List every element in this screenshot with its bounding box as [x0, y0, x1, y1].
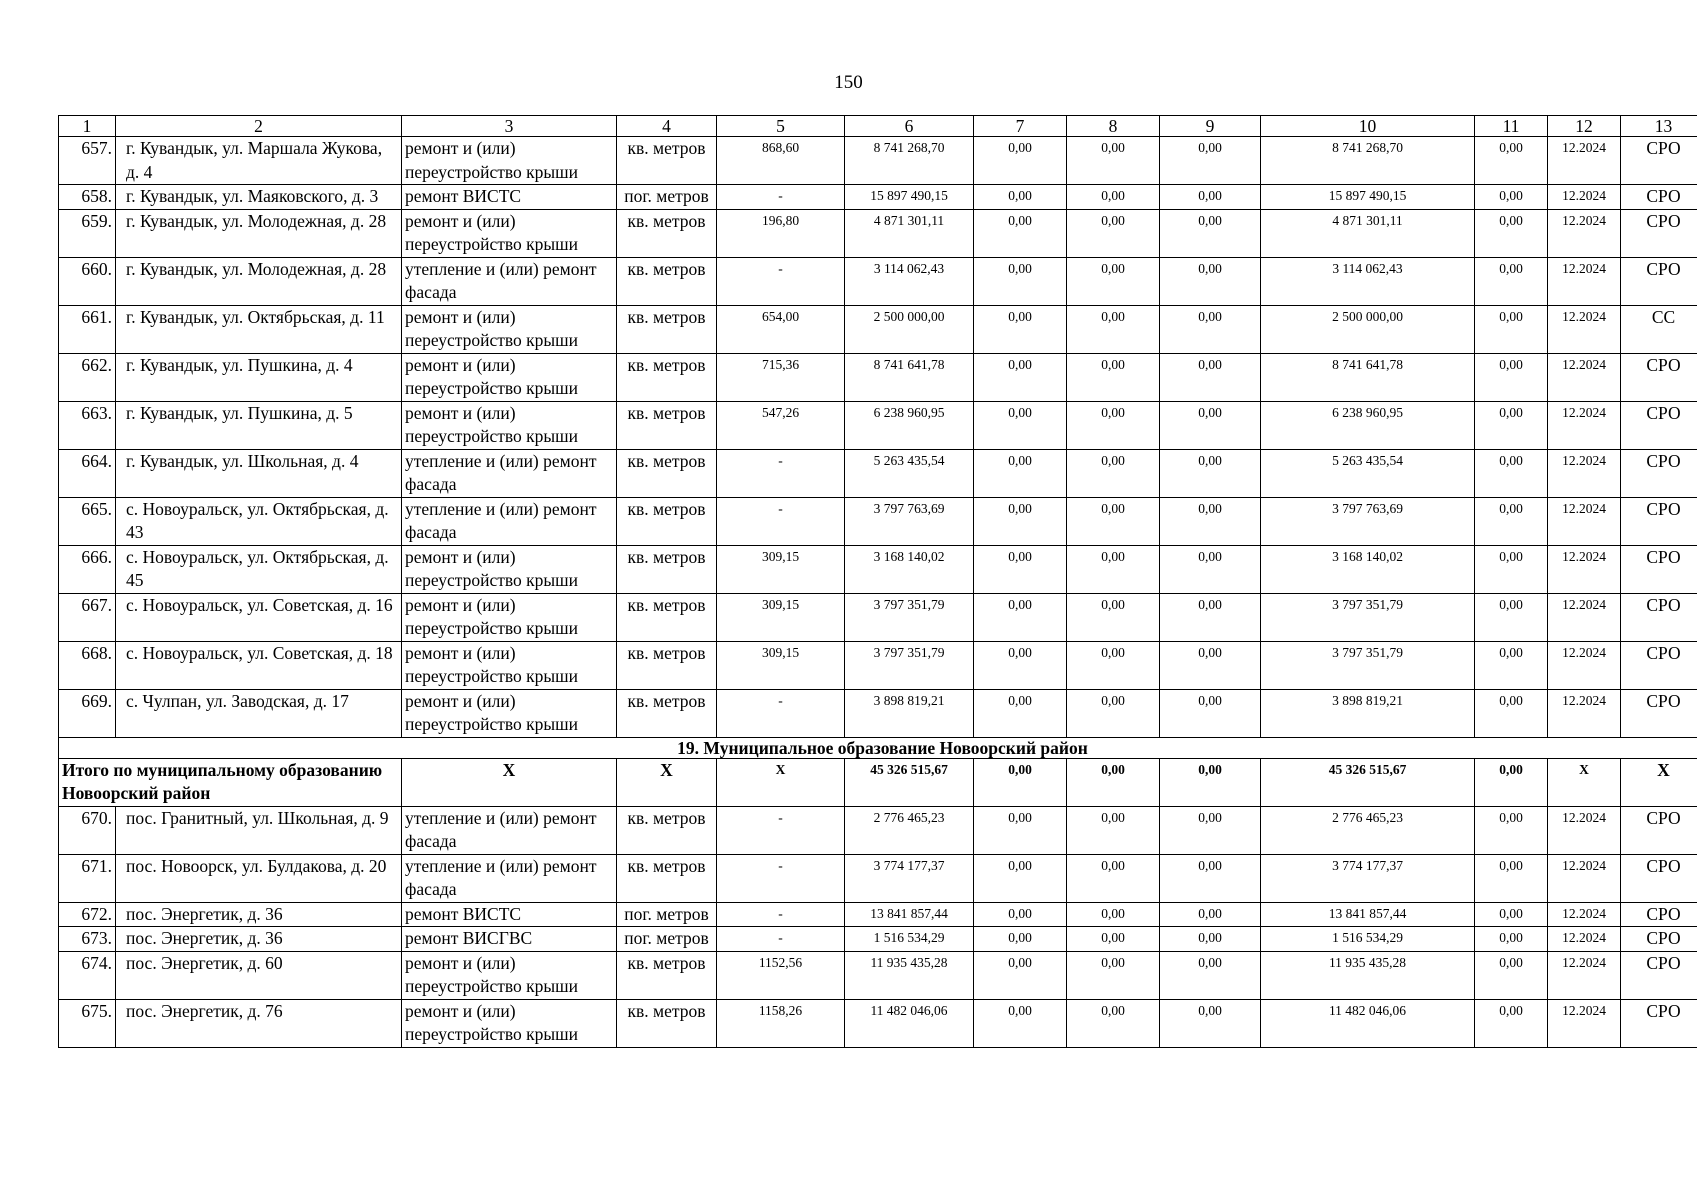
- cost-col10-cell: 3 797 351,79: [1261, 641, 1475, 689]
- cost-col11-cell: 0,00: [1475, 497, 1548, 545]
- cost-col7-cell: 0,00: [974, 497, 1067, 545]
- address-cell: пос. Энергетик, д. 60: [116, 951, 402, 999]
- method-code-cell: СРО: [1621, 353, 1697, 401]
- deadline-cell: 12.2024: [1548, 806, 1621, 854]
- cost-col8-cell: 0,00: [1067, 902, 1160, 927]
- cost-col7-cell: 0,00: [974, 999, 1067, 1047]
- total-cost-cell: 3 797 351,79: [845, 593, 974, 641]
- work-type-cell: ремонт и (или) переустройство крыши: [402, 593, 617, 641]
- cost-col8-cell: 0,00: [1067, 689, 1160, 737]
- unit-cell: кв. метров: [617, 257, 717, 305]
- cost-col9-cell: 0,00: [1160, 951, 1261, 999]
- total-cost-cell: 13 841 857,44: [845, 902, 974, 927]
- total-cost-cell: 3 797 351,79: [845, 641, 974, 689]
- total-unit-cell: X: [617, 758, 717, 806]
- header-row: [59, 116, 1697, 137]
- area-cell: 715,36: [717, 353, 845, 401]
- cost-col7-cell: 0,00: [974, 545, 1067, 593]
- unit-cell: пог. метров: [617, 902, 717, 927]
- total-cost-cell: 2 500 000,00: [845, 305, 974, 353]
- table-row: [59, 353, 1697, 401]
- table-row: [59, 185, 1697, 210]
- cost-col8-cell: 0,00: [1067, 449, 1160, 497]
- deadline-cell: 12.2024: [1548, 999, 1621, 1047]
- cost-col8-cell: 0,00: [1067, 257, 1160, 305]
- deadline-cell: 12.2024: [1548, 353, 1621, 401]
- work-type-cell: ремонт и (или) переустройство крыши: [402, 305, 617, 353]
- cost-col11-cell: 0,00: [1475, 545, 1548, 593]
- total-cost-cell: 3 797 763,69: [845, 497, 974, 545]
- work-type-cell: ремонт и (или) переустройство крыши: [402, 689, 617, 737]
- cost-col11-cell: 0,00: [1475, 927, 1548, 952]
- total-col10-cell: 45 326 515,67: [1261, 758, 1475, 806]
- column-header: 6: [845, 116, 974, 137]
- cost-col8-cell: 0,00: [1067, 353, 1160, 401]
- area-cell: 309,15: [717, 593, 845, 641]
- row-number: 658.: [59, 185, 116, 210]
- cost-col11-cell: 0,00: [1475, 257, 1548, 305]
- cost-col9-cell: 0,00: [1160, 305, 1261, 353]
- table-row: [59, 641, 1697, 689]
- total-col7-cell: 0,00: [974, 758, 1067, 806]
- row-number: 674.: [59, 951, 116, 999]
- cost-col7-cell: 0,00: [974, 257, 1067, 305]
- cost-col9-cell: 0,00: [1160, 545, 1261, 593]
- method-code-cell: СРО: [1621, 927, 1697, 952]
- row-number: 669.: [59, 689, 116, 737]
- cost-col10-cell: 2 500 000,00: [1261, 305, 1475, 353]
- table-row: [59, 854, 1697, 902]
- row-number: 670.: [59, 806, 116, 854]
- table-row: [59, 305, 1697, 353]
- cost-col11-cell: 0,00: [1475, 209, 1548, 257]
- cost-col11-cell: 0,00: [1475, 353, 1548, 401]
- total-cost-cell: 3 168 140,02: [845, 545, 974, 593]
- method-code-cell: СРО: [1621, 902, 1697, 927]
- address-cell: г. Кувандык, ул. Пушкина, д. 5: [116, 401, 402, 449]
- table-row: [59, 593, 1697, 641]
- unit-cell: кв. метров: [617, 854, 717, 902]
- cost-col11-cell: 0,00: [1475, 137, 1548, 185]
- address-cell: г. Кувандык, ул. Маяковского, д. 3: [116, 185, 402, 210]
- area-cell: -: [717, 854, 845, 902]
- work-type-cell: утепление и (или) ремонт фасада: [402, 449, 617, 497]
- address-cell: г. Кувандык, ул. Пушкина, д. 4: [116, 353, 402, 401]
- method-code-cell: СРО: [1621, 257, 1697, 305]
- total-work-cell: X: [402, 758, 617, 806]
- address-cell: г. Кувандык, ул. Молодежная, д. 28: [116, 257, 402, 305]
- cost-col10-cell: 3 797 351,79: [1261, 593, 1475, 641]
- column-header: 8: [1067, 116, 1160, 137]
- table-row: [59, 927, 1697, 952]
- area-cell: -: [717, 806, 845, 854]
- cost-col8-cell: 0,00: [1067, 401, 1160, 449]
- area-cell: -: [717, 902, 845, 927]
- cost-col8-cell: 0,00: [1067, 209, 1160, 257]
- cost-col10-cell: 3 898 819,21: [1261, 689, 1475, 737]
- method-code-cell: СРО: [1621, 593, 1697, 641]
- column-header: 5: [717, 116, 845, 137]
- area-cell: 654,00: [717, 305, 845, 353]
- total-code-cell: X: [1621, 758, 1697, 806]
- total-cost-cell: 6 238 960,95: [845, 401, 974, 449]
- cost-col9-cell: 0,00: [1160, 353, 1261, 401]
- column-header: 1: [59, 116, 116, 137]
- address-cell: г. Кувандык, ул. Школьная, д. 4: [116, 449, 402, 497]
- work-type-cell: ремонт и (или) переустройство крыши: [402, 209, 617, 257]
- cost-col8-cell: 0,00: [1067, 854, 1160, 902]
- cost-col11-cell: 0,00: [1475, 593, 1548, 641]
- deadline-cell: 12.2024: [1548, 641, 1621, 689]
- column-header: 12: [1548, 116, 1621, 137]
- cost-col11-cell: 0,00: [1475, 854, 1548, 902]
- total-cost-cell: 45 326 515,67: [845, 758, 974, 806]
- cost-col8-cell: 0,00: [1067, 999, 1160, 1047]
- method-code-cell: СРО: [1621, 209, 1697, 257]
- work-type-cell: утепление и (или) ремонт фасада: [402, 854, 617, 902]
- method-code-cell: СРО: [1621, 951, 1697, 999]
- row-number: 668.: [59, 641, 116, 689]
- cost-col10-cell: 3 774 177,37: [1261, 854, 1475, 902]
- total-cost-cell: 8 741 268,70: [845, 137, 974, 185]
- repair-program-table: [58, 115, 1697, 1048]
- work-type-cell: ремонт и (или) переустройство крыши: [402, 951, 617, 999]
- row-number: 663.: [59, 401, 116, 449]
- address-cell: г. Кувандык, ул. Молодежная, д. 28: [116, 209, 402, 257]
- unit-cell: кв. метров: [617, 593, 717, 641]
- area-cell: 196,80: [717, 209, 845, 257]
- cost-col7-cell: 0,00: [974, 951, 1067, 999]
- section-row: [59, 737, 1697, 758]
- table-row: [59, 137, 1697, 185]
- cost-col7-cell: 0,00: [974, 449, 1067, 497]
- cost-col8-cell: 0,00: [1067, 305, 1160, 353]
- area-cell: 1152,56: [717, 951, 845, 999]
- row-number: 672.: [59, 902, 116, 927]
- work-type-cell: ремонт ВИСГВС: [402, 927, 617, 952]
- cost-col10-cell: 3 168 140,02: [1261, 545, 1475, 593]
- cost-col10-cell: 3 797 763,69: [1261, 497, 1475, 545]
- column-header: 7: [974, 116, 1067, 137]
- cost-col8-cell: 0,00: [1067, 545, 1160, 593]
- total-cost-cell: 8 741 641,78: [845, 353, 974, 401]
- cost-col11-cell: 0,00: [1475, 806, 1548, 854]
- column-header: 2: [116, 116, 402, 137]
- column-header: 10: [1261, 116, 1475, 137]
- cost-col7-cell: 0,00: [974, 401, 1067, 449]
- row-number: 675.: [59, 999, 116, 1047]
- cost-col9-cell: 0,00: [1160, 902, 1261, 927]
- column-header: 9: [1160, 116, 1261, 137]
- unit-cell: кв. метров: [617, 209, 717, 257]
- address-cell: с. Новоуральск, ул. Советская, д. 18: [116, 641, 402, 689]
- deadline-cell: 12.2024: [1548, 209, 1621, 257]
- cost-col9-cell: 0,00: [1160, 257, 1261, 305]
- table-row: [59, 257, 1697, 305]
- row-number: 665.: [59, 497, 116, 545]
- deadline-cell: 12.2024: [1548, 902, 1621, 927]
- cost-col11-cell: 0,00: [1475, 902, 1548, 927]
- total-cost-cell: 15 897 490,15: [845, 185, 974, 210]
- method-code-cell: СС: [1621, 305, 1697, 353]
- cost-col11-cell: 0,00: [1475, 185, 1548, 210]
- column-header: 13: [1621, 116, 1697, 137]
- deadline-cell: 12.2024: [1548, 545, 1621, 593]
- row-number: 664.: [59, 449, 116, 497]
- cost-col7-cell: 0,00: [974, 209, 1067, 257]
- cost-col10-cell: 6 238 960,95: [1261, 401, 1475, 449]
- cost-col10-cell: 5 263 435,54: [1261, 449, 1475, 497]
- method-code-cell: СРО: [1621, 854, 1697, 902]
- total-col11-cell: 0,00: [1475, 758, 1548, 806]
- method-code-cell: СРО: [1621, 999, 1697, 1047]
- unit-cell: кв. метров: [617, 497, 717, 545]
- total-col8-cell: 0,00: [1067, 758, 1160, 806]
- cost-col10-cell: 4 871 301,11: [1261, 209, 1475, 257]
- work-type-cell: ремонт ВИСТС: [402, 185, 617, 210]
- table-row: [59, 209, 1697, 257]
- area-cell: 309,15: [717, 545, 845, 593]
- area-cell: -: [717, 257, 845, 305]
- table-row: [59, 806, 1697, 854]
- address-cell: пос. Гранитный, ул. Школьная, д. 9: [116, 806, 402, 854]
- table-row: [59, 497, 1697, 545]
- table-row: [59, 401, 1697, 449]
- table-row: [59, 999, 1697, 1047]
- work-type-cell: утепление и (или) ремонт фасада: [402, 257, 617, 305]
- cost-col10-cell: 11 482 046,06: [1261, 999, 1475, 1047]
- unit-cell: кв. метров: [617, 353, 717, 401]
- method-code-cell: СРО: [1621, 137, 1697, 185]
- area-cell: 1158,26: [717, 999, 845, 1047]
- unit-cell: кв. метров: [617, 449, 717, 497]
- cost-col9-cell: 0,00: [1160, 449, 1261, 497]
- method-code-cell: СРО: [1621, 641, 1697, 689]
- cost-col9-cell: 0,00: [1160, 593, 1261, 641]
- cost-col8-cell: 0,00: [1067, 497, 1160, 545]
- method-code-cell: СРО: [1621, 185, 1697, 210]
- total-row: [59, 758, 1697, 806]
- address-cell: с. Новоуральск, ул. Октябрьская, д. 43: [116, 497, 402, 545]
- address-cell: с. Новоуральск, ул. Октябрьская, д. 45: [116, 545, 402, 593]
- cost-col8-cell: 0,00: [1067, 927, 1160, 952]
- table-row: [59, 449, 1697, 497]
- area-cell: -: [717, 927, 845, 952]
- total-area-cell: X: [717, 758, 845, 806]
- deadline-cell: 12.2024: [1548, 185, 1621, 210]
- cost-col7-cell: 0,00: [974, 185, 1067, 210]
- work-type-cell: ремонт и (или) переустройство крыши: [402, 641, 617, 689]
- cost-col7-cell: 0,00: [974, 305, 1067, 353]
- deadline-cell: 12.2024: [1548, 257, 1621, 305]
- deadline-cell: 12.2024: [1548, 401, 1621, 449]
- cost-col8-cell: 0,00: [1067, 185, 1160, 210]
- cost-col11-cell: 0,00: [1475, 305, 1548, 353]
- area-cell: -: [717, 449, 845, 497]
- cost-col10-cell: 13 841 857,44: [1261, 902, 1475, 927]
- table-row: [59, 545, 1697, 593]
- total-date-cell: X: [1548, 758, 1621, 806]
- work-type-cell: утепление и (или) ремонт фасада: [402, 806, 617, 854]
- column-header: 3: [402, 116, 617, 137]
- unit-cell: кв. метров: [617, 806, 717, 854]
- cost-col11-cell: 0,00: [1475, 641, 1548, 689]
- cost-col7-cell: 0,00: [974, 689, 1067, 737]
- cost-col11-cell: 0,00: [1475, 689, 1548, 737]
- deadline-cell: 12.2024: [1548, 854, 1621, 902]
- page-number: 150: [834, 72, 863, 93]
- total-cost-cell: 3 114 062,43: [845, 257, 974, 305]
- cost-col8-cell: 0,00: [1067, 806, 1160, 854]
- address-cell: с. Новоуральск, ул. Советская, д. 16: [116, 593, 402, 641]
- deadline-cell: 12.2024: [1548, 927, 1621, 952]
- cost-col9-cell: 0,00: [1160, 401, 1261, 449]
- total-col9-cell: 0,00: [1160, 758, 1261, 806]
- deadline-cell: 12.2024: [1548, 689, 1621, 737]
- unit-cell: кв. метров: [617, 401, 717, 449]
- unit-cell: кв. метров: [617, 641, 717, 689]
- deadline-cell: 12.2024: [1548, 497, 1621, 545]
- area-cell: -: [717, 497, 845, 545]
- cost-col8-cell: 0,00: [1067, 641, 1160, 689]
- cost-col9-cell: 0,00: [1160, 854, 1261, 902]
- cost-col7-cell: 0,00: [974, 927, 1067, 952]
- method-code-cell: СРО: [1621, 401, 1697, 449]
- table-row: [59, 902, 1697, 927]
- cost-col9-cell: 0,00: [1160, 641, 1261, 689]
- cost-col9-cell: 0,00: [1160, 999, 1261, 1047]
- row-number: 673.: [59, 927, 116, 952]
- unit-cell: пог. метров: [617, 927, 717, 952]
- row-number: 660.: [59, 257, 116, 305]
- total-cost-cell: 3 774 177,37: [845, 854, 974, 902]
- area-cell: -: [717, 689, 845, 737]
- total-cost-cell: 3 898 819,21: [845, 689, 974, 737]
- work-type-cell: ремонт и (или) переустройство крыши: [402, 353, 617, 401]
- cost-col9-cell: 0,00: [1160, 806, 1261, 854]
- cost-col9-cell: 0,00: [1160, 689, 1261, 737]
- cost-col7-cell: 0,00: [974, 353, 1067, 401]
- cost-col10-cell: 8 741 641,78: [1261, 353, 1475, 401]
- deadline-cell: 12.2024: [1548, 449, 1621, 497]
- address-cell: г. Кувандык, ул. Октябрьская, д. 11: [116, 305, 402, 353]
- cost-col7-cell: 0,00: [974, 854, 1067, 902]
- work-type-cell: ремонт и (или) переустройство крыши: [402, 137, 617, 185]
- method-code-cell: СРО: [1621, 449, 1697, 497]
- row-number: 667.: [59, 593, 116, 641]
- method-code-cell: СРО: [1621, 689, 1697, 737]
- row-number: 661.: [59, 305, 116, 353]
- cost-col9-cell: 0,00: [1160, 137, 1261, 185]
- deadline-cell: 12.2024: [1548, 305, 1621, 353]
- cost-col11-cell: 0,00: [1475, 951, 1548, 999]
- row-number: 666.: [59, 545, 116, 593]
- column-header: 11: [1475, 116, 1548, 137]
- work-type-cell: ремонт и (или) переустройство крыши: [402, 545, 617, 593]
- unit-cell: кв. метров: [617, 999, 717, 1047]
- cost-col11-cell: 0,00: [1475, 401, 1548, 449]
- address-cell: пос. Энергетик, д. 36: [116, 902, 402, 927]
- total-cost-cell: 11 482 046,06: [845, 999, 974, 1047]
- row-number: 657.: [59, 137, 116, 185]
- cost-col10-cell: 15 897 490,15: [1261, 185, 1475, 210]
- table-row: [59, 689, 1697, 737]
- area-cell: 868,60: [717, 137, 845, 185]
- cost-col10-cell: 2 776 465,23: [1261, 806, 1475, 854]
- area-cell: -: [717, 185, 845, 210]
- address-cell: пос. Новоорск, ул. Булдакова, д. 20: [116, 854, 402, 902]
- cost-col10-cell: 1 516 534,29: [1261, 927, 1475, 952]
- cost-col8-cell: 0,00: [1067, 137, 1160, 185]
- total-cost-cell: 2 776 465,23: [845, 806, 974, 854]
- work-type-cell: утепление и (или) ремонт фасада: [402, 497, 617, 545]
- cost-col10-cell: 8 741 268,70: [1261, 137, 1475, 185]
- unit-cell: кв. метров: [617, 545, 717, 593]
- cost-col9-cell: 0,00: [1160, 497, 1261, 545]
- row-number: 671.: [59, 854, 116, 902]
- work-type-cell: ремонт и (или) переустройство крыши: [402, 999, 617, 1047]
- area-cell: 547,26: [717, 401, 845, 449]
- address-cell: г. Кувандык, ул. Маршала Жукова, д. 4: [116, 137, 402, 185]
- total-cost-cell: 11 935 435,28: [845, 951, 974, 999]
- row-number: 662.: [59, 353, 116, 401]
- cost-col7-cell: 0,00: [974, 902, 1067, 927]
- area-cell: 309,15: [717, 641, 845, 689]
- cost-col7-cell: 0,00: [974, 137, 1067, 185]
- deadline-cell: 12.2024: [1548, 137, 1621, 185]
- unit-cell: кв. метров: [617, 137, 717, 185]
- table-row: [59, 951, 1697, 999]
- table-body: [59, 116, 1697, 1048]
- unit-cell: кв. метров: [617, 951, 717, 999]
- cost-col10-cell: 11 935 435,28: [1261, 951, 1475, 999]
- cost-col7-cell: 0,00: [974, 593, 1067, 641]
- unit-cell: пог. метров: [617, 185, 717, 210]
- cost-col7-cell: 0,00: [974, 641, 1067, 689]
- row-number: 659.: [59, 209, 116, 257]
- cost-col9-cell: 0,00: [1160, 209, 1261, 257]
- total-cost-cell: 1 516 534,29: [845, 927, 974, 952]
- cost-col9-cell: 0,00: [1160, 927, 1261, 952]
- cost-col8-cell: 0,00: [1067, 593, 1160, 641]
- column-header: 4: [617, 116, 717, 137]
- work-type-cell: ремонт и (или) переустройство крыши: [402, 401, 617, 449]
- method-code-cell: СРО: [1621, 806, 1697, 854]
- address-cell: с. Чулпан, ул. Заводская, д. 17: [116, 689, 402, 737]
- unit-cell: кв. метров: [617, 689, 717, 737]
- unit-cell: кв. метров: [617, 305, 717, 353]
- deadline-cell: 12.2024: [1548, 951, 1621, 999]
- work-type-cell: ремонт ВИСТС: [402, 902, 617, 927]
- total-cost-cell: 4 871 301,11: [845, 209, 974, 257]
- total-cost-cell: 5 263 435,54: [845, 449, 974, 497]
- cost-col11-cell: 0,00: [1475, 999, 1548, 1047]
- section-title: 19. Муниципальное образование Новоорский район: [59, 737, 1697, 758]
- cost-col7-cell: 0,00: [974, 806, 1067, 854]
- method-code-cell: СРО: [1621, 497, 1697, 545]
- cost-col9-cell: 0,00: [1160, 185, 1261, 210]
- address-cell: пос. Энергетик, д. 36: [116, 927, 402, 952]
- address-cell: пос. Энергетик, д. 76: [116, 999, 402, 1047]
- cost-col11-cell: 0,00: [1475, 449, 1548, 497]
- total-label: Итого по муниципальному образованию Новоорский район: [59, 758, 402, 806]
- method-code-cell: СРО: [1621, 545, 1697, 593]
- cost-col10-cell: 3 114 062,43: [1261, 257, 1475, 305]
- deadline-cell: 12.2024: [1548, 593, 1621, 641]
- cost-col8-cell: 0,00: [1067, 951, 1160, 999]
